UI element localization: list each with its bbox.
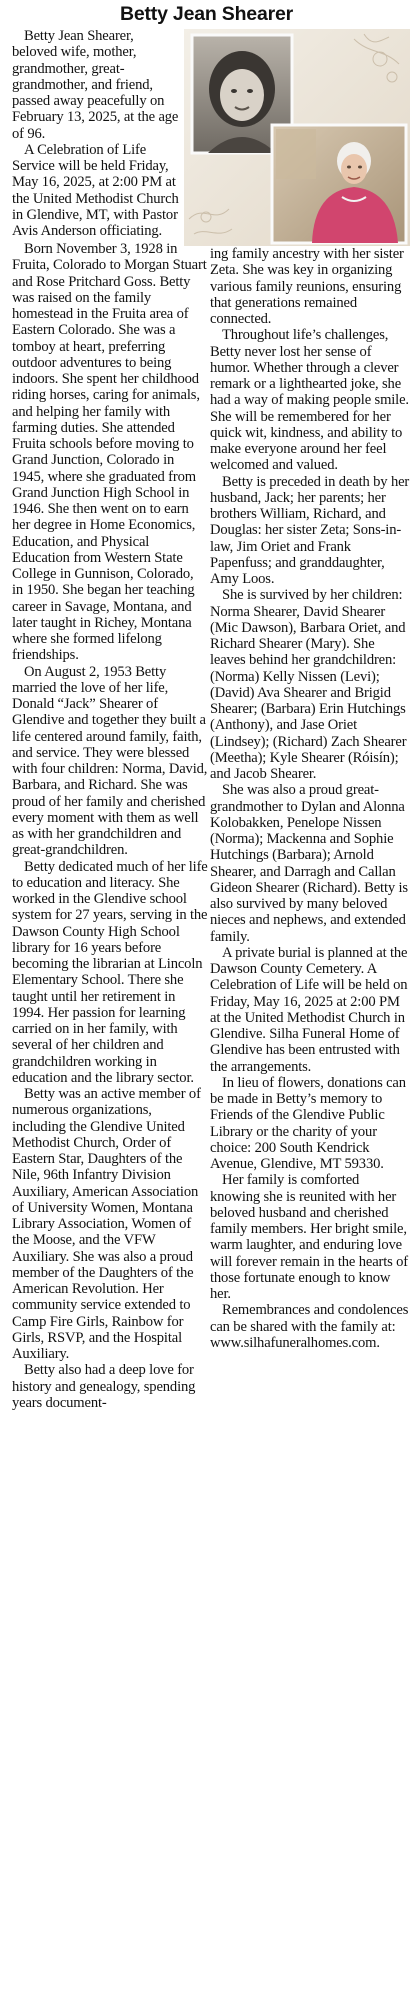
early-life-paragraph: Born November 3, 1928 in Fruita, Colorado to Morgan Stuart and Rose Pritchard Goss. Betty was raised on the family homestead in the Fruita area of Eastern Colorado. She was a tomboy at heart, preferring outdoor adventures to being indoors. She spent her childhood riding horses, caring for animals, and helping her family with farming duties. She attended Fruita schools before moving to Grand Junction, Colorado in 1945, where she graduated from Grand Junction High School in 1946. She then went on to earn her degree in Home Economics, Education, and Physical Education from Western State College in Gunnison, Colorado, in 1950. She began her teaching career in Savage, Montana, and later taught in Richey, Montana where she formed lifelong friendships. [12,241,207,664]
genealogy-paragraph: Betty also had a deep love for history and genealogy, spending years document- [12,1362,196,1411]
column-b [210,246,410,1351]
organizations-paragraph: Betty was an active member of numerous organizations, including the Glendive United Methodist Church, Order of Eastern Star, Daughters of the Nile, 96th Infantry Division Auxiliary, American Association of University Women, Montana Library Association, Women of the Moose, and the VFW Auxiliary. She was also a proud member of the Daughters of the American Revolution. Her community service extended to Camp Fire Girls, Rainbow for Girls, RSVP, and the Hospital Auxiliary. [12,1086,201,1362]
column-a-top [12,28,180,239]
career-paragraph: Betty dedicated much of her life to education and literacy. She worked in the Glendive school system for 27 years, serving in the Dawson County High School library for 16 years before becoming the librarian at Lincoln Elementary School. There she taught until her retirement in 1994. Her passion for learning carried on in her family, with several of her children and grandchildren working in education and the library sector. [12,858,208,1086]
portrait-photo-collage [184,29,410,246]
humor-paragraph: Throughout life’s challenges, Betty never lost her sense of humor. Whether through a clever remark or a lighthearted joke, she had a way of making people smile. She will be remembered for her quick wit, kindness, and ability to make everyone around her feel welcomed and valued. [210,327,409,474]
page-title: Betty Jean Shearer [119,3,294,25]
service-paragraph: A Celebration of Life Service will be held Friday, May 16, 2025, at 2:00 PM at the United Methodist Church in Glendive, MT, with Pastor Avis Anderson officiating. [12,141,179,239]
preceded-in-death-paragraph: Betty is preceded in death by her husband, Jack; her parents; her brothers William, Richard, and Douglas: her sister Zeta; Sons-in-law, Jim Oriet and Frank Papenfuss; and granddaughter, Amy Loos. [210,473,410,587]
family-comforted-paragraph: Her family is comforted knowing she is reunited with her beloved husband and cherished family members. Her bright smile, warm laughter, and enduring love will forever remain in the hearts of those fortunate enough to know her. [210,1172,409,1302]
elderly-portrait-photo [272,125,406,243]
burial-paragraph: A private burial is planned at the Dawson County Cemetery. A Celebration of Life will be held on Friday, May 16, 2025 at 2:00 PM at the United Methodist Church in Glendive. Silha Funeral Home of Glendive has been entrusted with the arrangements. [210,944,408,1075]
column-a-bottom [12,241,208,1411]
obituary-intro-paragraph: Betty Jean Shearer, beloved wife, mother, grandmother, great-grandmother, and friend, passed away peacefully on February 13, 2025, at the age of 96. [12,28,179,142]
survived-by-paragraph: She is survived by her children: Norma Shearer, David Shearer (Mic Dawson), Barbara Oriet, and Richard Shearer (Mary). She leaves behind her grandchildren: (Norma) Kelly Nissen (Levi); (David) Ava Shearer and Brigid Shearer; (Barbara) Erin Hutchings (Anthony), and Jase Oriet (Lindsey); (Richard) Zach Shearer (Meetha); Kyle Shearer (Róisín); and Jacob Shearer. [210,587,407,782]
remembrances-paragraph: Remembrances and condolences can be shared with the family at: www.silhafuneralhomes.com. [210,1302,409,1351]
photo-collage-graphic [184,29,410,246]
donations-paragraph: In lieu of flowers, donations can be made in Betty’s memory to Friends of the Glendive Public Library or the charity of your choice: 200 South Kendrick Avenue, Glendive, MT 59330. [210,1074,406,1172]
marriage-paragraph: On August 2, 1953 Betty married the love of her life, Donald “Jack” Shearer of Glendive and together they built a life centered around family, faith, and service. They were blessed with four children: Norma, David, Barbara, and Richard. She was proud of her family and cherished every moment with them as well as with her grandchildren and great-grandchildren. [12,663,208,859]
genealogy-paragraph-continued: ing family ancestry with her sister Zeta. She was key in organizing various family reunions, ensuring that generations remained connected. [210,246,404,327]
great-grandchildren-paragraph: She was also a proud great-grandmother to Dylan and Alonna Kolobakken, Penelope Nissen (Norma); Mackenna and Sophie Hutchings (Barbara); Arnold Shearer, and Darragh and Callan Gideon Shearer (Richard). Betty is also survived by many beloved nieces and nephews, and extended family. [210,782,408,945]
